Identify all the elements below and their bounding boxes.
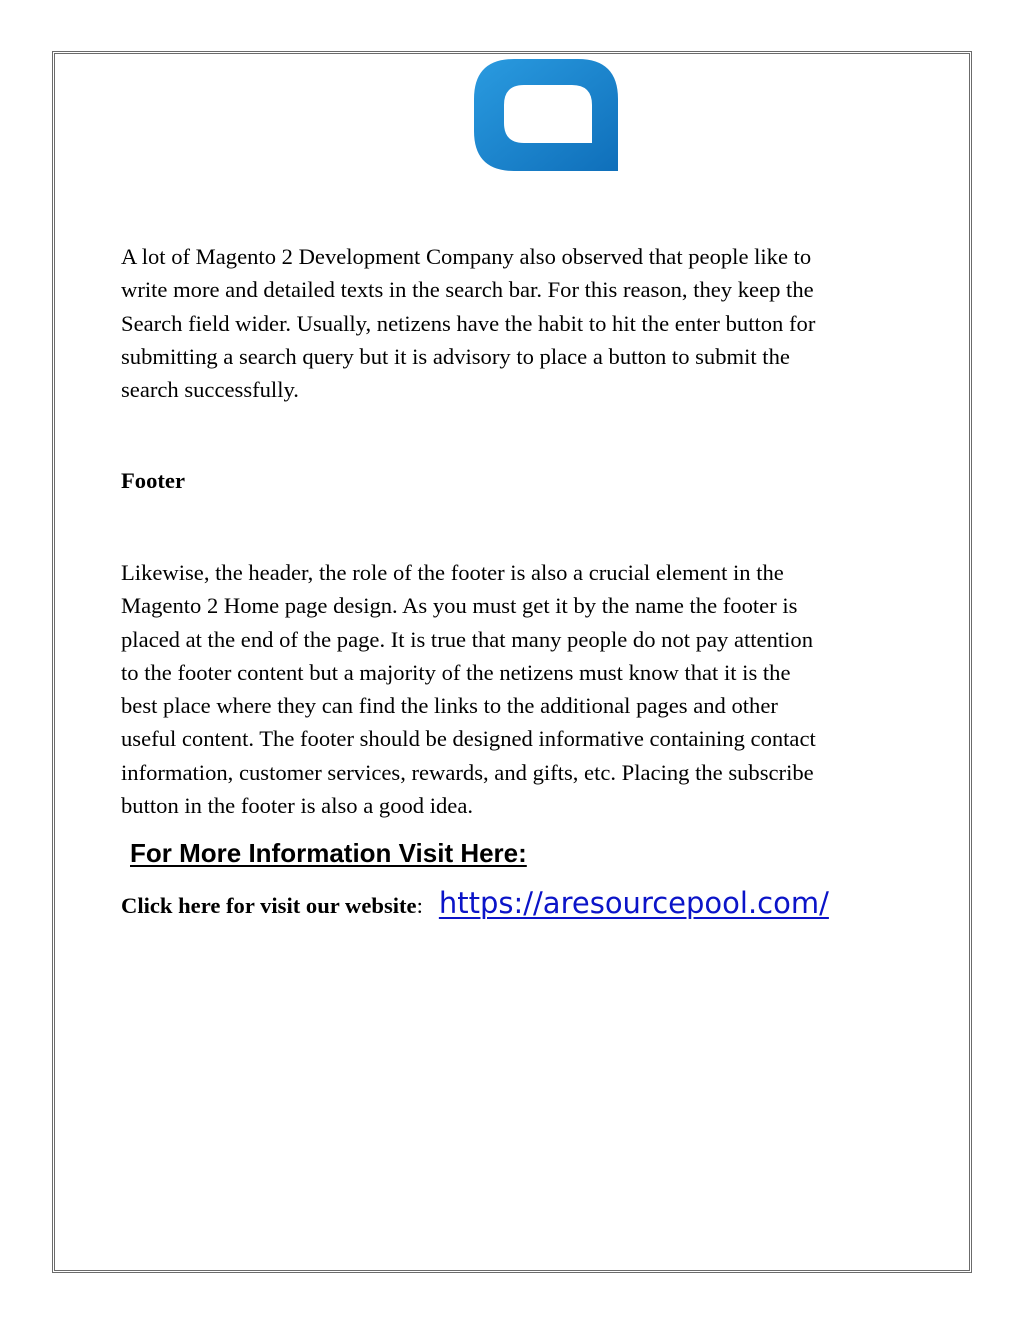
cta-heading: For More Information Visit Here:	[130, 838, 527, 868]
website-visit-line	[121, 886, 829, 920]
section-heading: Footer	[121, 468, 185, 493]
visit-label: Click here for visit our website	[121, 893, 417, 918]
aresourcepool-logo-icon	[474, 59, 618, 171]
website-link[interactable]: https://aresourcepool.com/	[438, 886, 829, 920]
body-paragraph: A lot of Magento 2 Development Company also observed that people like to write more and detailed texts in the search bar. For this reason, they keep the Search field wider. Usually, netizens have the habit to hit the enter button for submitting a search query but it is advisory to place a button to submit the search successfully.	[121, 244, 816, 403]
visit-colon: :	[416, 893, 423, 918]
body-paragraph: Likewise, the header, the role of the footer is also a crucial element in the Magento 2 Home page design. As you must get it by the name the footer is placed at the end of the page. It is true that many people do not pay attention to the footer content but a majority of the netizens must know that it is the best place where they can find the links to the additional pages and other useful content. The footer should be designed informative containing contact information, customer services, rewards, and gifts, etc. Placing the subscribe button in the footer is also a good idea.	[121, 560, 816, 819]
